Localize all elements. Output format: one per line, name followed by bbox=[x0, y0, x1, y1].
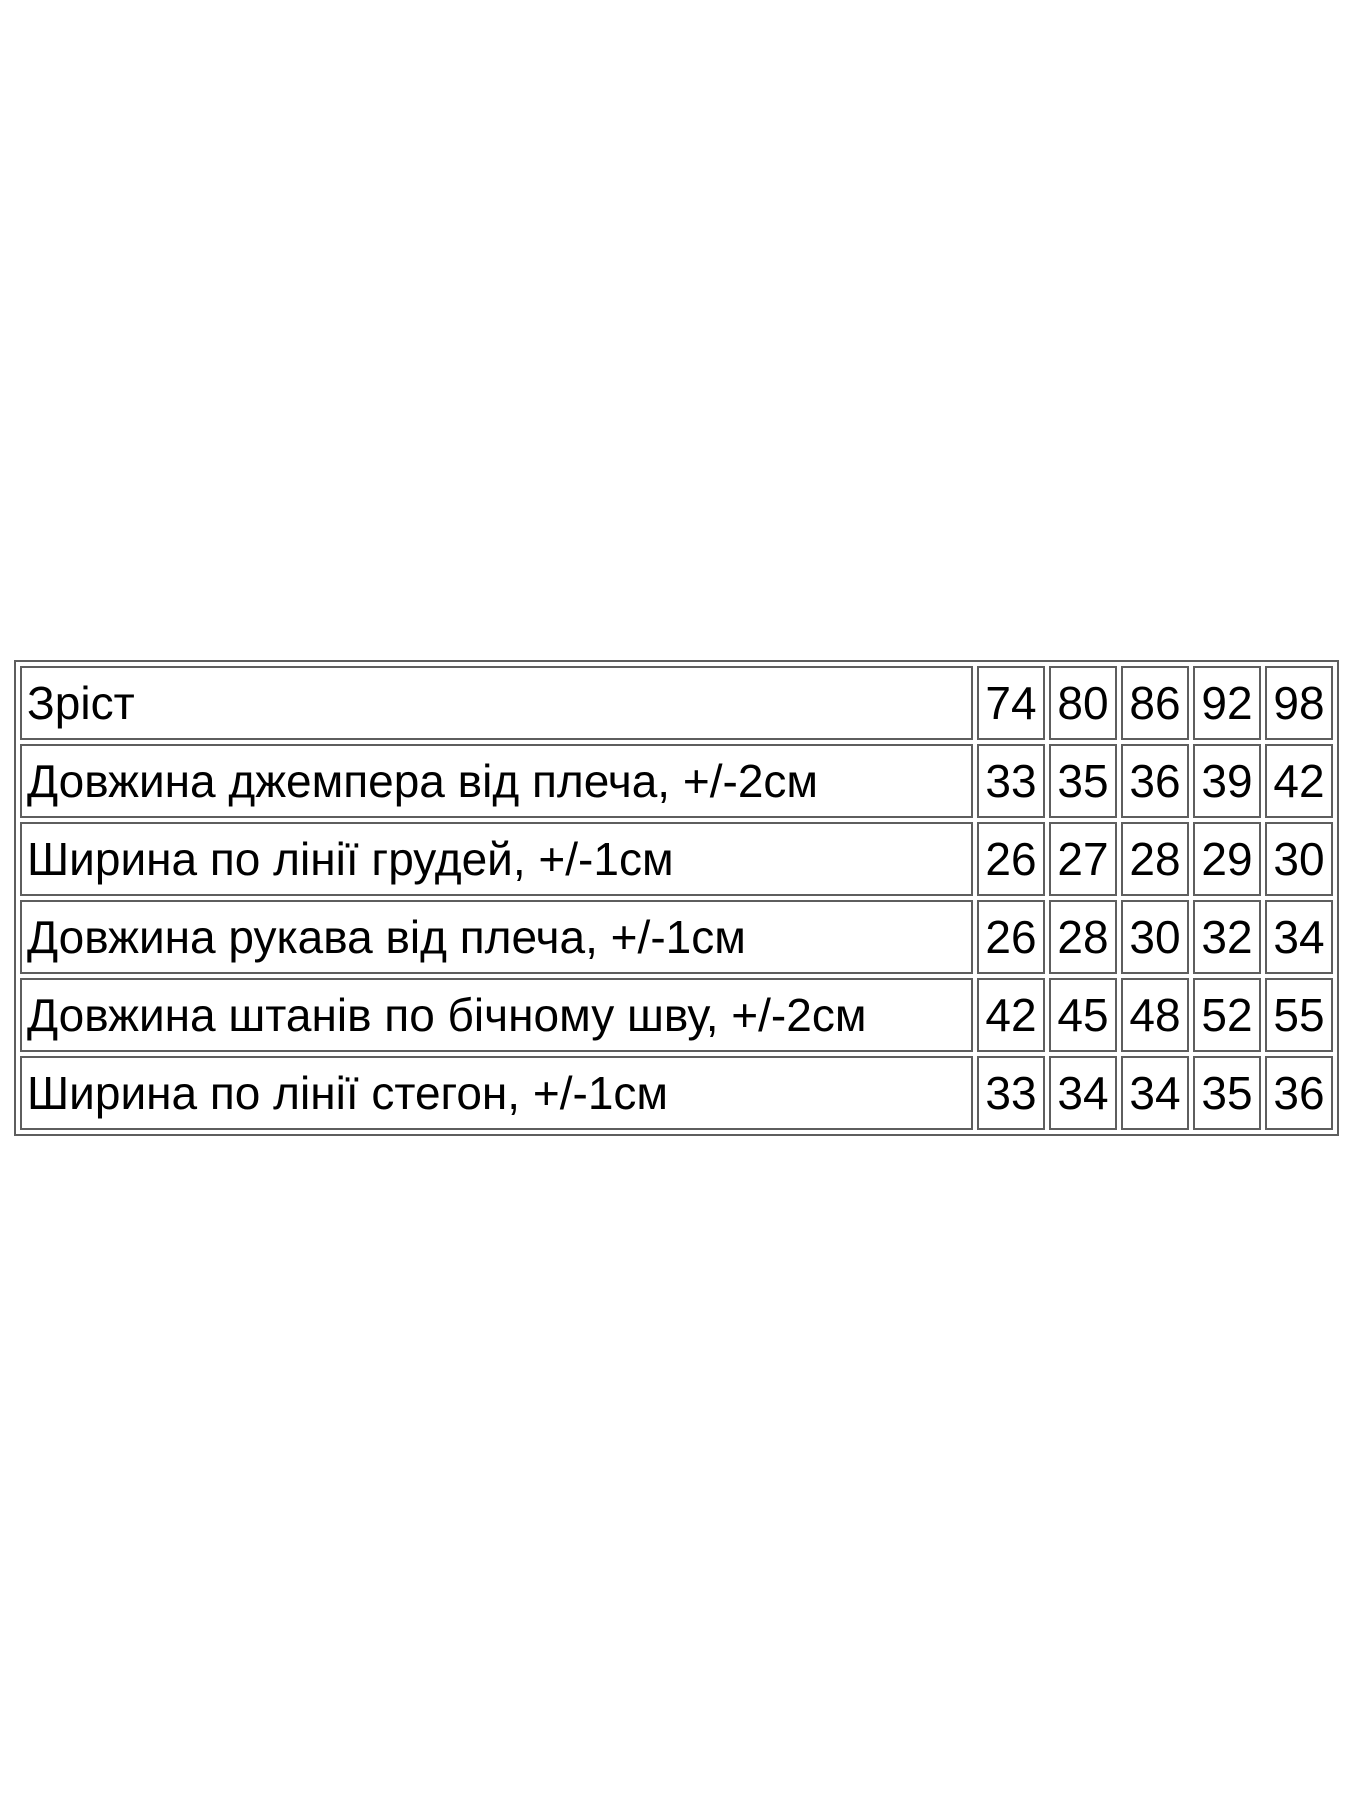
table-row-jumper-length bbox=[20, 744, 1333, 818]
value-cell: 28 bbox=[1121, 822, 1189, 896]
value-cell: 35 bbox=[1193, 1056, 1261, 1130]
value-cell: 30 bbox=[1121, 900, 1189, 974]
value-cell: 34 bbox=[1265, 900, 1333, 974]
row-label-cell: Довжина джемпера від плеча, +/-2см bbox=[20, 744, 973, 818]
value-cell: 80 bbox=[1049, 666, 1117, 740]
table-row-pants-length bbox=[20, 978, 1333, 1052]
value-cell: 33 bbox=[977, 744, 1045, 818]
row-label-cell: Зріст bbox=[20, 666, 973, 740]
size-chart-body bbox=[20, 666, 1333, 1130]
value-cell: 48 bbox=[1121, 978, 1189, 1052]
value-cell: 39 bbox=[1193, 744, 1261, 818]
row-label-cell: Ширина по лінії стегон, +/-1см bbox=[20, 1056, 973, 1130]
value-cell: 36 bbox=[1121, 744, 1189, 818]
row-label-cell: Довжина штанів по бічному шву, +/-2см bbox=[20, 978, 973, 1052]
value-cell: 55 bbox=[1265, 978, 1333, 1052]
value-cell: 36 bbox=[1265, 1056, 1333, 1130]
value-cell: 86 bbox=[1121, 666, 1189, 740]
value-cell: 42 bbox=[977, 978, 1045, 1052]
value-cell: 92 bbox=[1193, 666, 1261, 740]
value-cell: 42 bbox=[1265, 744, 1333, 818]
size-chart-table bbox=[14, 660, 1339, 1136]
value-cell: 29 bbox=[1193, 822, 1261, 896]
value-cell: 45 bbox=[1049, 978, 1117, 1052]
value-cell: 74 bbox=[977, 666, 1045, 740]
row-label-cell: Довжина рукава від плеча, +/-1см bbox=[20, 900, 973, 974]
value-cell: 32 bbox=[1193, 900, 1261, 974]
value-cell: 52 bbox=[1193, 978, 1261, 1052]
value-cell: 28 bbox=[1049, 900, 1117, 974]
value-cell: 34 bbox=[1121, 1056, 1189, 1130]
value-cell: 98 bbox=[1265, 666, 1333, 740]
table-row-sleeve-length bbox=[20, 900, 1333, 974]
value-cell: 35 bbox=[1049, 744, 1117, 818]
value-cell: 34 bbox=[1049, 1056, 1117, 1130]
value-cell: 33 bbox=[977, 1056, 1045, 1130]
value-cell: 27 bbox=[1049, 822, 1117, 896]
value-cell: 26 bbox=[977, 822, 1045, 896]
table-row-height bbox=[20, 666, 1333, 740]
value-cell: 26 bbox=[977, 900, 1045, 974]
table-row-chest-width bbox=[20, 822, 1333, 896]
value-cell: 30 bbox=[1265, 822, 1333, 896]
table-row-hip-width bbox=[20, 1056, 1333, 1130]
row-label-cell: Ширина по лінії грудей, +/-1см bbox=[20, 822, 973, 896]
